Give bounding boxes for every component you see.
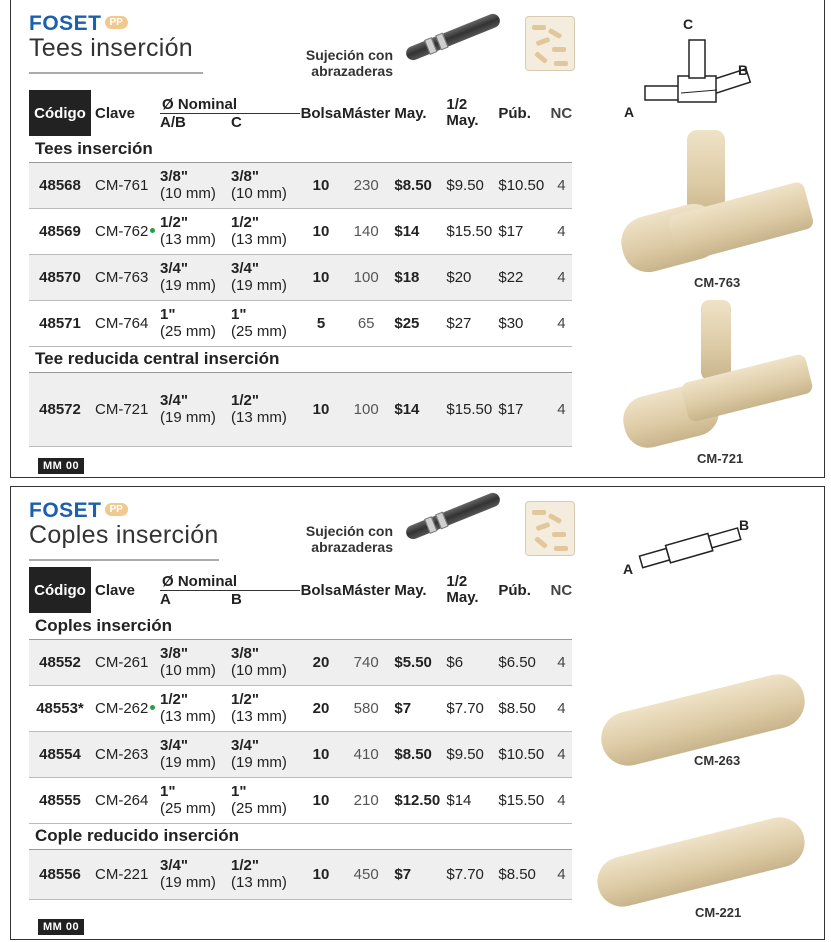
cell-master: 410 [342, 731, 390, 777]
diagram-letter-b: B [739, 517, 750, 533]
cell-half-may: $20 [444, 254, 496, 300]
header-nc: NC [550, 581, 573, 599]
cell-clave: CM-221 [91, 849, 160, 899]
price-table [29, 567, 572, 900]
cell-bolsa: 10 [300, 162, 342, 208]
section-title: Coples inserción [29, 521, 219, 549]
table-row [29, 254, 572, 300]
table-row [29, 372, 572, 446]
bag-icon [525, 16, 575, 71]
header-nc: NC [550, 104, 573, 122]
cell-half-may: $14 [444, 777, 496, 823]
cell-pub: $22 [496, 254, 550, 300]
product-label: CM-721 [697, 451, 744, 466]
cell-master: 740 [342, 639, 390, 685]
cell-half-may: $15.50 [444, 372, 496, 446]
cell-master: 450 [342, 849, 390, 899]
cell-may: $8.50 [390, 731, 444, 777]
cell-codigo: 48571 [29, 300, 91, 346]
cell-nc: 4 [550, 849, 572, 899]
cell-may: $14 [390, 208, 444, 254]
clamp-label: Sujeción con abrazaderas [305, 523, 393, 555]
title-rule [29, 72, 203, 74]
cell-pub: $8.50 [496, 849, 550, 899]
header-col-a: A [160, 590, 171, 608]
clamp-label: Sujeción con abrazaderas [305, 47, 393, 79]
cell-nc: 4 [550, 254, 572, 300]
group-header: Tees inserción [29, 136, 572, 162]
header-nominal: Ø Nominal [160, 96, 300, 114]
table-header [29, 90, 572, 136]
cell-codigo: 48555 [29, 777, 91, 823]
brand-name: FOSET [29, 12, 102, 35]
cell-master: 100 [342, 372, 390, 446]
cell-clave: CM-262 [91, 685, 160, 731]
header-master: Máster [342, 581, 391, 599]
cell-clave: CM-764 [91, 300, 160, 346]
cell-clave: CM-264 [91, 777, 160, 823]
cell-half-may: $7.70 [444, 685, 496, 731]
cell-a: 1/2" (13 mm) [160, 685, 231, 731]
cell-half-may: $15.50 [444, 208, 496, 254]
cell-bolsa: 10 [300, 254, 342, 300]
cell-codigo: 48556 [29, 849, 91, 899]
header-codigo: Código [29, 90, 91, 136]
cell-nc: 4 [550, 639, 572, 685]
cell-codigo: 48568 [29, 162, 91, 208]
new-dot-icon [150, 228, 155, 233]
coples-panel [10, 486, 825, 940]
cell-bolsa: 5 [300, 300, 342, 346]
cell-codigo: 48554 [29, 731, 91, 777]
cell-b: 3/8" (10 mm) [231, 162, 300, 208]
cell-pub: $17 [496, 208, 550, 254]
cell-clave: CM-721 [91, 372, 160, 446]
header-nominal: Ø Nominal [160, 573, 300, 591]
cell-bolsa: 20 [300, 685, 342, 731]
hose-clamp-icon [404, 491, 502, 541]
header-master: Máster [342, 104, 391, 122]
cell-master: 100 [342, 254, 390, 300]
group-header: Coples inserción [29, 613, 572, 639]
cell-may: $7 [390, 685, 444, 731]
cell-codigo: 48569 [29, 208, 91, 254]
table-row [29, 300, 572, 346]
cell-a: 3/4" (19 mm) [160, 731, 231, 777]
brand-logo [29, 12, 128, 36]
cell-nc: 4 [550, 300, 572, 346]
cell-a: 1" (25 mm) [160, 777, 231, 823]
cell-codigo: 48552 [29, 639, 91, 685]
header-clave: Clave [95, 104, 136, 122]
cell-clave: CM-261 [91, 639, 160, 685]
product-label: CM-221 [695, 905, 742, 920]
product-label: CM-263 [694, 753, 741, 768]
header-half-may: 1/2 May. [446, 96, 479, 129]
brand-badge: PP [105, 503, 128, 516]
reduced-coupling-product-image [592, 812, 810, 912]
cell-a: 3/4" (19 mm) [160, 372, 231, 446]
cell-half-may: $9.50 [444, 731, 496, 777]
table-row [29, 685, 572, 731]
cell-clave: CM-263 [91, 731, 160, 777]
header-pub: Púb. [498, 581, 531, 599]
header-col-a: A/B [160, 113, 186, 131]
cell-b: 1/2" (13 mm) [231, 208, 300, 254]
product-label: CM-763 [694, 275, 741, 290]
hose-clamp-icon [404, 12, 502, 62]
header-half-may: 1/2 May. [446, 573, 479, 606]
cell-half-may: $27 [444, 300, 496, 346]
cell-a: 3/8" (10 mm) [160, 639, 231, 685]
cell-b: 1/2" (13 mm) [231, 849, 300, 899]
title-rule [29, 559, 219, 561]
cell-b: 1/2" (13 mm) [231, 685, 300, 731]
cell-master: 140 [342, 208, 390, 254]
diagram-letter-a: A [624, 104, 635, 120]
cell-a: 3/4" (19 mm) [160, 849, 231, 899]
table-row [29, 639, 572, 685]
cell-nc: 4 [550, 208, 572, 254]
cell-a: 3/8" (10 mm) [160, 162, 231, 208]
header-may: May. [394, 104, 427, 122]
cell-bolsa: 10 [300, 372, 342, 446]
cell-master: 210 [342, 777, 390, 823]
diagram-letter-b: B [738, 62, 749, 78]
cell-b: 3/8" (10 mm) [231, 639, 300, 685]
cell-half-may: $9.50 [444, 162, 496, 208]
cell-b: 3/4" (19 mm) [231, 731, 300, 777]
cell-may: $14 [390, 372, 444, 446]
cell-bolsa: 10 [300, 731, 342, 777]
diagram-letter-c: C [683, 16, 694, 32]
cell-bolsa: 10 [300, 208, 342, 254]
cell-half-may: $6 [444, 639, 496, 685]
cell-pub: $10.50 [496, 162, 550, 208]
cell-half-may: $7.70 [444, 849, 496, 899]
header-col-b: C [231, 113, 242, 131]
coupling-diagram-icon [633, 517, 753, 577]
cell-may: $8.50 [390, 162, 444, 208]
cell-b: 1/2" (13 mm) [231, 372, 300, 446]
table-row [29, 162, 572, 208]
header-col-b: B [231, 590, 242, 608]
section-title: Tees inserción [29, 34, 194, 62]
tee-diagram-icon [623, 18, 773, 128]
cell-clave: CM-763 [91, 254, 160, 300]
cell-pub: $10.50 [496, 731, 550, 777]
cell-a: 3/4" (19 mm) [160, 254, 231, 300]
brand-name: FOSET [29, 499, 102, 522]
table-row [29, 777, 572, 823]
cell-nc: 4 [550, 162, 572, 208]
cell-pub: $8.50 [496, 685, 550, 731]
cell-bolsa: 10 [300, 777, 342, 823]
brand-logo [29, 499, 128, 523]
mm-badge: MM 00 [38, 919, 84, 935]
price-table [29, 90, 572, 447]
brand-badge: PP [105, 16, 128, 29]
mm-badge: MM 00 [38, 458, 84, 474]
cell-bolsa: 10 [300, 849, 342, 899]
cell-nc: 4 [550, 685, 572, 731]
table-row [29, 731, 572, 777]
cell-master: 580 [342, 685, 390, 731]
cell-clave: CM-761 [91, 162, 160, 208]
header-bolsa: Bolsa [300, 581, 342, 599]
cell-b: 3/4" (19 mm) [231, 254, 300, 300]
header-pub: Púb. [498, 104, 531, 122]
cell-may: $18 [390, 254, 444, 300]
cell-b: 1" (25 mm) [231, 300, 300, 346]
tees-panel [10, 0, 825, 478]
cell-codigo: 48570 [29, 254, 91, 300]
cell-may: $12.50 [390, 777, 444, 823]
cell-pub: $17 [496, 372, 550, 446]
header-may: May. [394, 581, 427, 599]
cell-may: $7 [390, 849, 444, 899]
new-dot-icon [150, 705, 155, 710]
cell-master: 230 [342, 162, 390, 208]
cell-b: 1" (25 mm) [231, 777, 300, 823]
cell-pub: $6.50 [496, 639, 550, 685]
cell-may: $5.50 [390, 639, 444, 685]
cell-pub: $30 [496, 300, 550, 346]
group-header: Cople reducido inserción [29, 823, 572, 849]
cell-bolsa: 20 [300, 639, 342, 685]
header-codigo: Código [29, 567, 91, 613]
cell-nc: 4 [550, 372, 572, 446]
cell-master: 65 [342, 300, 390, 346]
cell-codigo: 48553* [29, 685, 91, 731]
cell-may: $25 [390, 300, 444, 346]
cell-nc: 4 [550, 731, 572, 777]
cell-pub: $15.50 [496, 777, 550, 823]
cell-nc: 4 [550, 777, 572, 823]
diagram-letter-a: A [623, 561, 634, 577]
table-header [29, 567, 572, 613]
group-header: Tee reducida central inserción [29, 346, 572, 372]
bag-icon [525, 501, 575, 556]
cell-codigo: 48572 [29, 372, 91, 446]
table-row [29, 849, 572, 899]
header-clave: Clave [95, 581, 136, 599]
cell-clave: CM-762 [91, 208, 160, 254]
table-row [29, 208, 572, 254]
cell-a: 1/2" (13 mm) [160, 208, 231, 254]
cell-a: 1" (25 mm) [160, 300, 231, 346]
header-bolsa: Bolsa [300, 104, 342, 122]
